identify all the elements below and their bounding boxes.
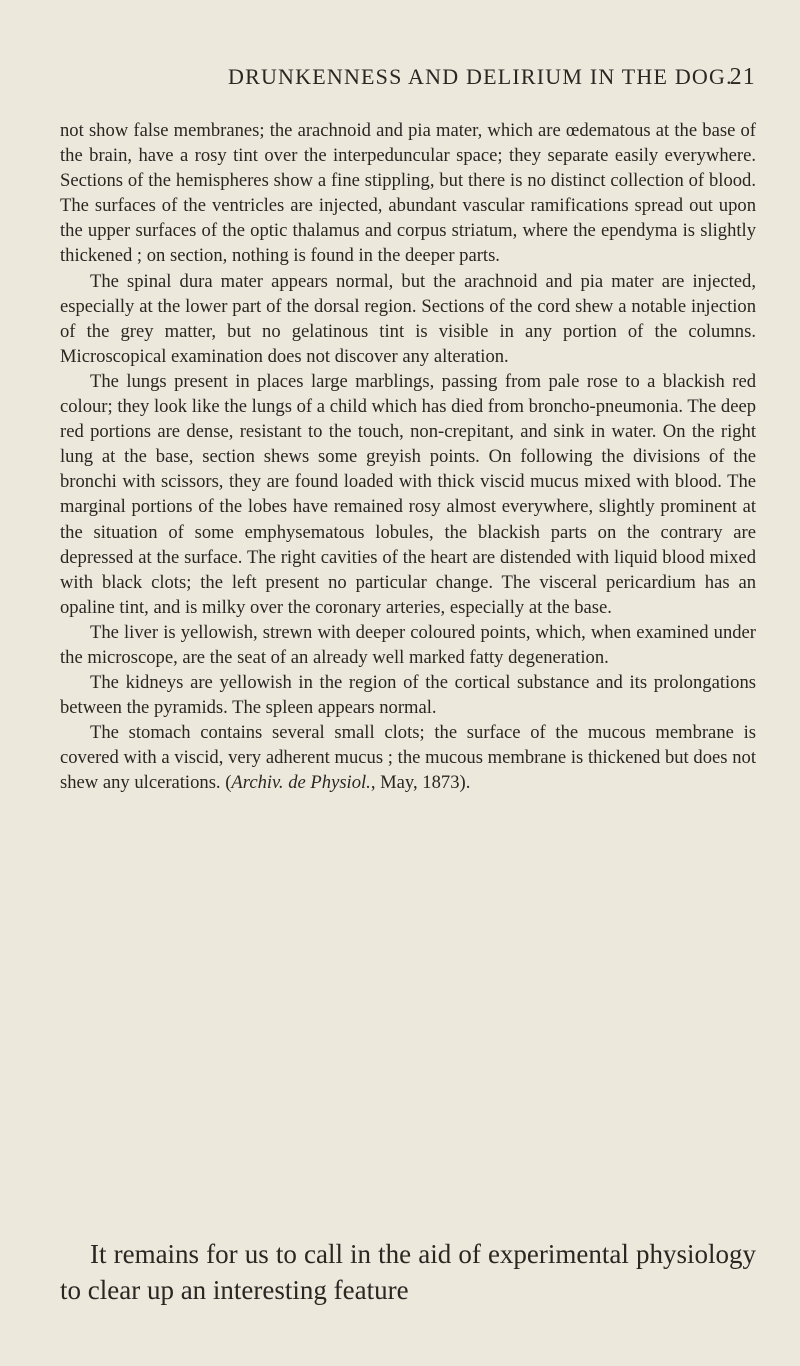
page-number: 21 [729,64,756,90]
large-type-text [60,1236,756,1308]
paragraph-lungs-heart: The lungs present in places large marblings, passing from pale rose to a blackish red colour; they look like the lungs of a child which has died from broncho-pneumonia. The deep red portions are dense, resistant to the touch, non-crepitant, and sink in water. On the right lung at the base, section shews some greyish points. On following the divisions of the bronchi with scissors, they are found loaded with thick viscid mucus mixed with blood. The marginal portions of the lobes have remained rosy almost everywhere, slightly prominent at the situation of some emphysematous lobules, the blackish parts on the contrary are depressed at the surface. The right cavities of the heart are distended with liquid blood mixed with black clots; the left present no particular change. The visceral pericardium has an opaline tint, and is milky over the coronary arteries, especially at the base. [60,370,756,618]
main-text [60,118,756,796]
paragraph-stomach-text: The stomach contains several small clots; the surface of the mucous membrane is covered with a viscid, very adherent mucus ; the mucous membrane is thickened but does not shew any ulcerations. ( [60,722,756,794]
citation-journal: Archiv. de Physiol. [231,772,371,794]
paragraph-spinal-cord: The spinal dura mater appears normal, but the arachnoid and pia mater are injected, especially at the lower part of the dorsal region. Sections of the cord shew a notable injection of the grey matter, but no gelatinous tint is visible in any portion of the columns. Microscopical examination does not discover any alteration. [60,270,756,367]
citation-date: , May, 1873). [370,772,471,794]
running-head [228,64,756,94]
running-title: DRUNKENNESS AND DELIRIUM IN THE DOG. [228,64,733,89]
paragraph-liver: The liver is yellowish, strewn with deeper coloured points, which, when examined under the microscope, are the seat of an already well marked fatty degeneration. [60,621,756,668]
paragraph-stomach [60,720,756,795]
paragraph-experimental: It remains for us to call in the aid of experimental physiology to clear up an interesting feature [60,1239,756,1305]
paragraph-kidneys: The kidneys are yellowish in the region of the cortical substance and its prolongations between the pyramids. The spleen appears normal. [60,672,756,719]
paragraph-brain: not show false membranes; the arachnoid and pia mater, which are œdematous at the base of the brain, have a rosy tint over the interpeduncular space; they separate easily everywhere. Sections of the hemispheres show a fine stippling, but there is no distinct collection of blood. The surfaces of the ventricles are injected, abundant vascular ramifications spread out upon the upper surfaces of the optic thalamus and corpus striatum, where the ependyma is slightly thickened ; on section, nothing is found in the deeper parts. [60,120,756,267]
